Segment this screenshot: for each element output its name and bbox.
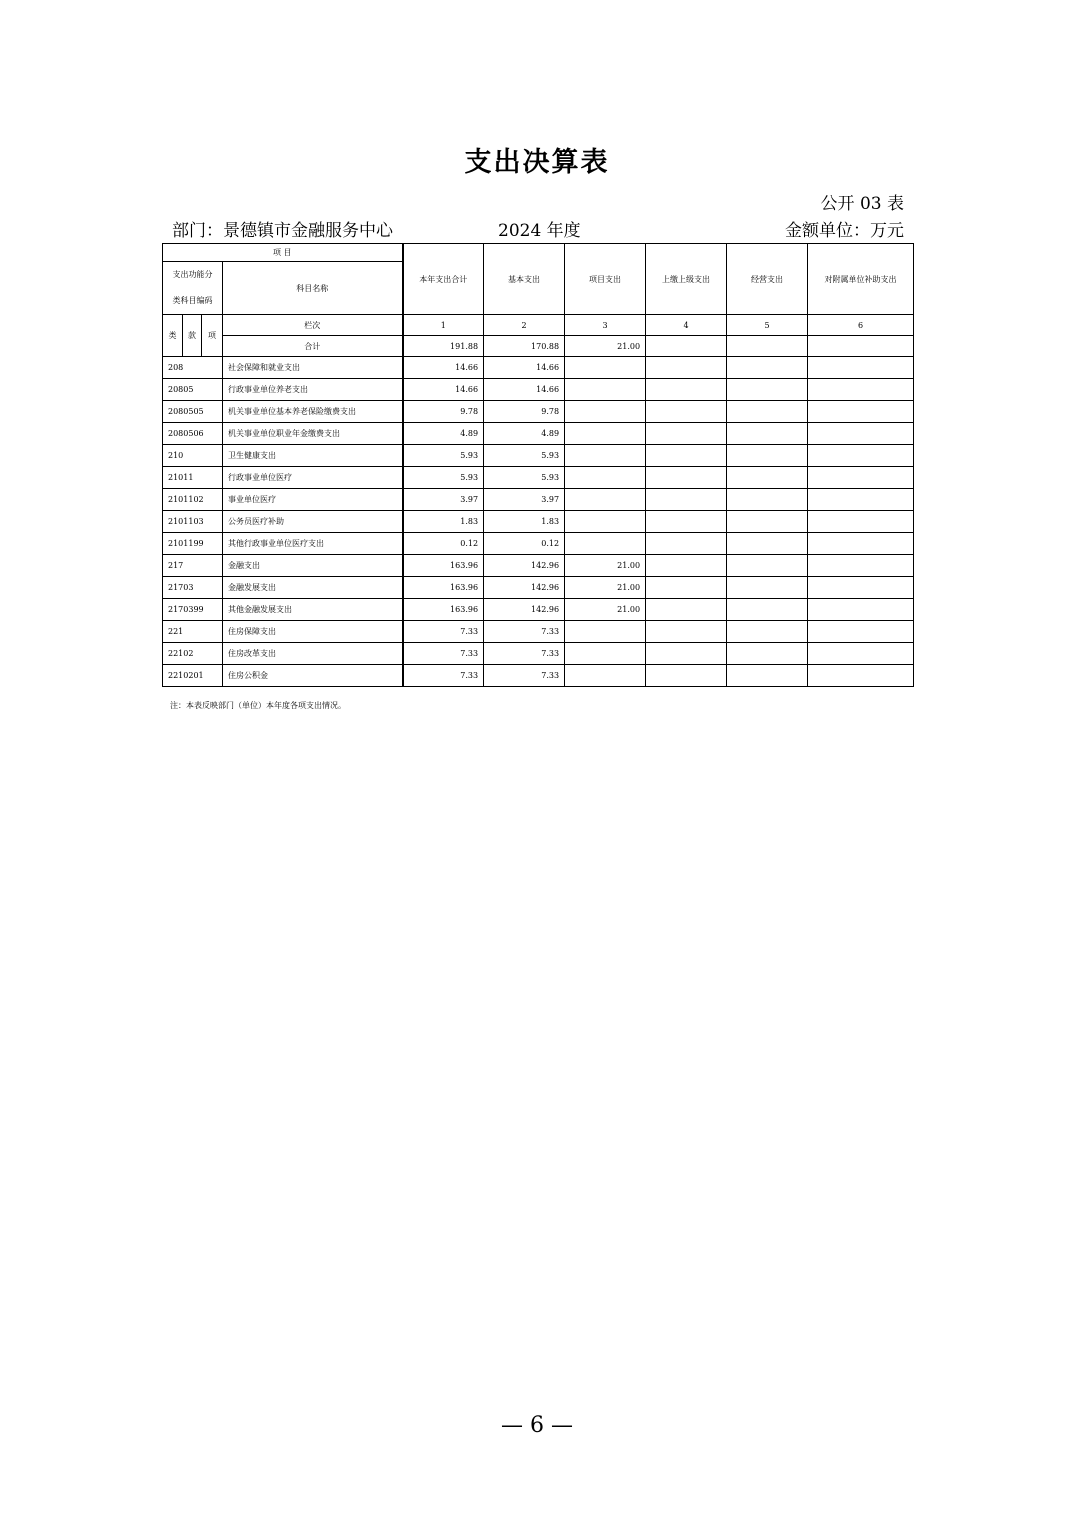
table-row <box>163 401 914 423</box>
total-label: 合计 <box>223 336 403 357</box>
row-value <box>727 489 808 511</box>
row-value <box>565 621 646 643</box>
row-code: 221 <box>163 621 223 643</box>
column-header: 项目支出 <box>565 244 646 315</box>
row-value: 14.66 <box>484 379 565 401</box>
row-value <box>727 379 808 401</box>
row-value <box>808 401 914 423</box>
table-row <box>163 511 914 533</box>
row-value <box>727 599 808 621</box>
table-row <box>163 555 914 577</box>
row-value <box>646 357 727 379</box>
row-value: 0.12 <box>403 533 484 555</box>
row-code: 2080506 <box>163 423 223 445</box>
column-header: 对附属单位补助支出 <box>808 244 914 315</box>
header-function-code <box>163 262 223 315</box>
table-row <box>163 489 914 511</box>
row-value <box>565 533 646 555</box>
row-value <box>646 599 727 621</box>
row-value <box>727 511 808 533</box>
table-row <box>163 577 914 599</box>
row-subject-name: 住房改革支出 <box>223 643 403 665</box>
row-subject-name: 金融发展支出 <box>223 577 403 599</box>
row-value <box>565 401 646 423</box>
row-value <box>727 533 808 555</box>
row-value: 5.93 <box>484 467 565 489</box>
row-value <box>727 665 808 687</box>
row-subject-name: 机关事业单位职业年金缴费支出 <box>223 423 403 445</box>
total-value: 191.88 <box>403 336 484 357</box>
row-value <box>808 467 914 489</box>
row-value <box>727 445 808 467</box>
row-value <box>808 555 914 577</box>
column-number: 3 <box>565 315 646 336</box>
fiscal-year: 2024 年度 <box>498 221 581 241</box>
row-subject-name: 卫生健康支出 <box>223 445 403 467</box>
table-row <box>163 599 914 621</box>
row-value: 21.00 <box>565 555 646 577</box>
row-value: 1.83 <box>403 511 484 533</box>
row-code: 2210201 <box>163 665 223 687</box>
row-value <box>565 423 646 445</box>
header-function-code-line2: 类科目编码 <box>172 296 213 305</box>
row-value <box>808 533 914 555</box>
row-code: 2101199 <box>163 533 223 555</box>
row-value <box>727 621 808 643</box>
row-value: 9.78 <box>403 401 484 423</box>
column-number: 5 <box>727 315 808 336</box>
row-value <box>727 577 808 599</box>
header-xiang: 项 <box>202 315 223 357</box>
row-value <box>646 379 727 401</box>
column-header: 基本支出 <box>484 244 565 315</box>
row-subject-name: 其他行政事业单位医疗支出 <box>223 533 403 555</box>
total-value: 170.88 <box>484 336 565 357</box>
row-code: 20805 <box>163 379 223 401</box>
table-row <box>163 423 914 445</box>
table-row <box>163 533 914 555</box>
row-value: 5.93 <box>403 467 484 489</box>
row-value: 5.93 <box>484 445 565 467</box>
total-value <box>646 336 727 357</box>
row-value <box>646 621 727 643</box>
table-row <box>163 379 914 401</box>
table-row <box>163 621 914 643</box>
amount-unit: 金额单位：万元 <box>785 221 904 241</box>
row-value: 9.78 <box>484 401 565 423</box>
table-row <box>163 445 914 467</box>
row-value <box>808 423 914 445</box>
row-value <box>565 467 646 489</box>
row-value <box>808 621 914 643</box>
row-value <box>565 643 646 665</box>
header-kuan: 款 <box>183 315 202 357</box>
row-value: 7.33 <box>484 665 565 687</box>
row-code: 2101102 <box>163 489 223 511</box>
table-row <box>163 467 914 489</box>
row-value: 7.33 <box>484 643 565 665</box>
total-value <box>808 336 914 357</box>
row-value <box>808 511 914 533</box>
row-value <box>808 445 914 467</box>
header-function-code-line1: 支出功能分 <box>172 270 213 279</box>
page-number: — 6 — <box>501 1413 573 1438</box>
row-value <box>646 555 727 577</box>
column-header: 上缴上级支出 <box>646 244 727 315</box>
row-value <box>646 533 727 555</box>
row-value: 163.96 <box>403 577 484 599</box>
row-value <box>646 643 727 665</box>
row-value <box>646 467 727 489</box>
row-code: 21703 <box>163 577 223 599</box>
row-subject-name: 事业单位医疗 <box>223 489 403 511</box>
row-value: 14.66 <box>403 379 484 401</box>
row-value <box>565 445 646 467</box>
row-value <box>646 445 727 467</box>
expenditure-table <box>162 243 914 687</box>
header-lei: 类 <box>163 315 183 357</box>
row-value <box>727 643 808 665</box>
row-code: 208 <box>163 357 223 379</box>
row-value: 7.33 <box>403 643 484 665</box>
row-value: 7.33 <box>403 665 484 687</box>
row-value <box>565 489 646 511</box>
total-value: 21.00 <box>565 336 646 357</box>
row-value <box>808 643 914 665</box>
column-number: 2 <box>484 315 565 336</box>
row-value: 163.96 <box>403 599 484 621</box>
column-number-label: 栏次 <box>223 315 403 336</box>
row-value <box>646 511 727 533</box>
row-value <box>565 357 646 379</box>
row-value <box>565 379 646 401</box>
row-value: 14.66 <box>403 357 484 379</box>
row-value <box>808 489 914 511</box>
header-subject-name: 科目名称 <box>223 262 403 315</box>
row-subject-name: 住房保障支出 <box>223 621 403 643</box>
page-title: 支出决算表 <box>464 147 610 178</box>
row-value: 7.33 <box>484 621 565 643</box>
row-value <box>727 423 808 445</box>
row-subject-name: 其他金融发展支出 <box>223 599 403 621</box>
row-value <box>727 357 808 379</box>
row-value <box>565 665 646 687</box>
table-row <box>163 357 914 379</box>
row-code: 21011 <box>163 467 223 489</box>
form-number: 公开 03 表 <box>820 194 904 214</box>
row-subject-name: 社会保障和就业支出 <box>223 357 403 379</box>
row-value: 3.97 <box>403 489 484 511</box>
row-value <box>727 467 808 489</box>
row-code: 2080505 <box>163 401 223 423</box>
row-subject-name: 住房公积金 <box>223 665 403 687</box>
row-value <box>808 599 914 621</box>
row-value <box>565 511 646 533</box>
total-row <box>163 336 914 357</box>
row-code: 2170399 <box>163 599 223 621</box>
column-number: 4 <box>646 315 727 336</box>
row-subject-name: 行政事业单位养老支出 <box>223 379 403 401</box>
row-value <box>646 577 727 599</box>
row-value: 21.00 <box>565 599 646 621</box>
row-value <box>808 577 914 599</box>
row-value: 14.66 <box>484 357 565 379</box>
table-note: 注：本表反映部门（单位）本年度各项支出情况。 <box>170 701 346 710</box>
department-label: 部门：景德镇市金融服务中心 <box>172 221 393 241</box>
row-value: 5.93 <box>403 445 484 467</box>
row-code: 2101103 <box>163 511 223 533</box>
row-value <box>808 665 914 687</box>
row-code: 22102 <box>163 643 223 665</box>
row-value <box>646 665 727 687</box>
row-subject-name: 公务员医疗补助 <box>223 511 403 533</box>
table-row <box>163 643 914 665</box>
row-value: 142.96 <box>484 599 565 621</box>
row-value: 3.97 <box>484 489 565 511</box>
column-number: 1 <box>403 315 484 336</box>
column-number: 6 <box>808 315 914 336</box>
table-row <box>163 665 914 687</box>
column-header: 本年支出合计 <box>403 244 484 315</box>
row-value: 1.83 <box>484 511 565 533</box>
row-value: 142.96 <box>484 577 565 599</box>
total-value <box>727 336 808 357</box>
row-subject-name: 机关事业单位基本养老保险缴费支出 <box>223 401 403 423</box>
row-code: 217 <box>163 555 223 577</box>
header-item: 项 目 <box>163 244 403 262</box>
row-value <box>646 401 727 423</box>
column-header: 经营支出 <box>727 244 808 315</box>
row-value <box>727 555 808 577</box>
row-value <box>808 357 914 379</box>
row-value: 4.89 <box>403 423 484 445</box>
row-value: 7.33 <box>403 621 484 643</box>
row-value <box>646 489 727 511</box>
row-value <box>646 423 727 445</box>
report-meta <box>172 216 904 242</box>
row-subject-name: 金融支出 <box>223 555 403 577</box>
row-value: 21.00 <box>565 577 646 599</box>
row-value <box>727 401 808 423</box>
row-value: 4.89 <box>484 423 565 445</box>
row-value <box>808 379 914 401</box>
row-value: 0.12 <box>484 533 565 555</box>
row-value: 163.96 <box>403 555 484 577</box>
row-value: 142.96 <box>484 555 565 577</box>
row-code: 210 <box>163 445 223 467</box>
row-subject-name: 行政事业单位医疗 <box>223 467 403 489</box>
